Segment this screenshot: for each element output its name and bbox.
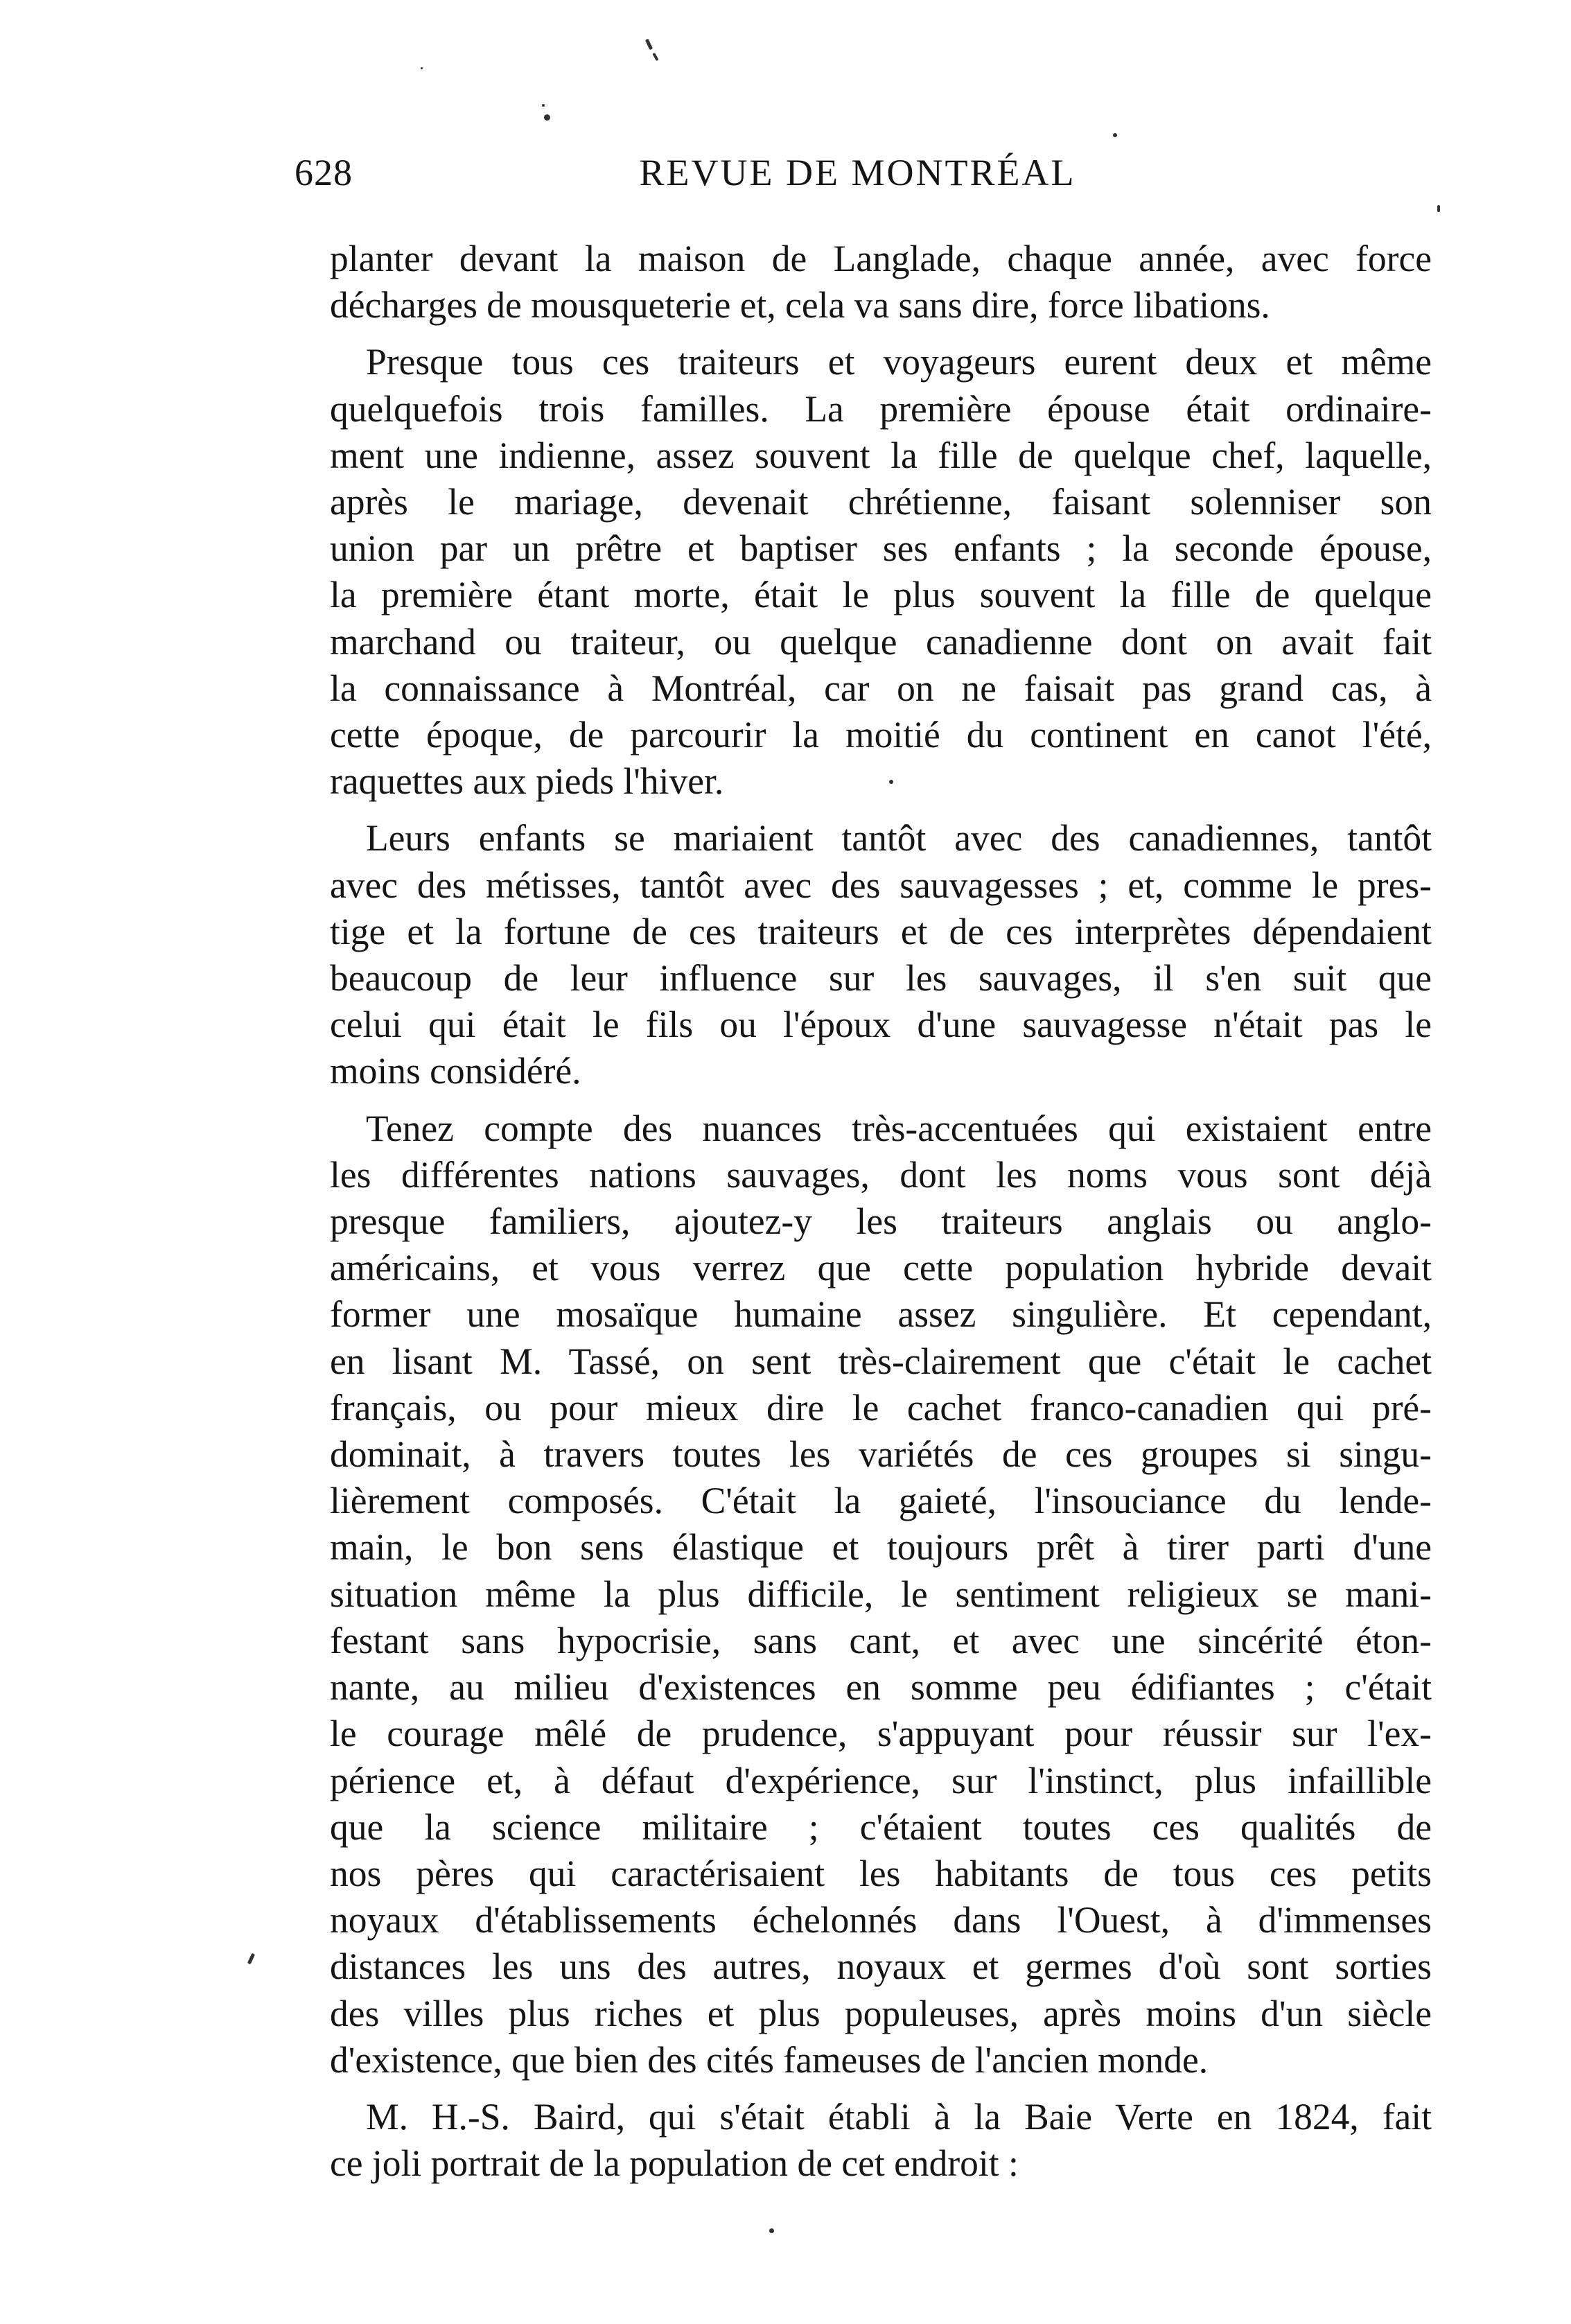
paragraph [330, 339, 1432, 805]
ink-speck [421, 67, 423, 69]
text-line: le courage mêlé de prudence, s'appuyant pour réussir sur l'ex- [330, 1713, 1432, 1755]
text-line: Presque tous ces traiteurs et voyageurs eurent deux et même [366, 341, 1432, 383]
text-line: festant sans hypocrisie, sans cant, et avec une sincérité éton- [330, 1619, 1432, 1661]
running-head [295, 151, 1421, 200]
text-line: celui qui était le fils ou l'époux d'une sauvagesse n'était pas le [330, 1004, 1432, 1046]
paragraph [330, 236, 1432, 329]
text-line: la connaissance à Montréal, car on ne faisait pas grand cas, à [330, 667, 1432, 709]
text-line: d'existence, que bien des cités fameuses de l'ancien monde. [330, 2038, 1209, 2081]
text-line: Leurs enfants se mariaient tantôt avec des canadiennes, tantôt [366, 817, 1432, 859]
text-line: Tenez compte des nuances très-accentuées qui existaient entre [366, 1107, 1432, 1149]
ink-speck [1113, 133, 1117, 137]
text-line: cette époque, de parcourir la moitié du continent en canot l'été, [330, 714, 1432, 756]
text-line: nante, au milieu d'existences en somme peu édifiantes ; c'était [330, 1666, 1432, 1709]
text-line: que la science militaire ; c'étaient toutes ces qualités de [330, 1806, 1432, 1848]
text-line: français, ou pour mieux dire le cachet franco-canadien qui pré- [330, 1386, 1432, 1429]
journal-title: REVUE DE MONTRÉAL [639, 152, 1076, 193]
text-line: quelquefois trois familles. La première épouse était ordinaire- [330, 387, 1432, 430]
text-line: lièrement composés. C'était la gaieté, l'insouciance du lende- [330, 1480, 1432, 1522]
text-line: marchand ou traiteur, ou quelque canadienne dont on avait fait [330, 620, 1432, 663]
text-line: décharges de mousqueterie et, cela va sans dire, force libations. [330, 284, 1270, 326]
ink-speck [542, 104, 545, 107]
text-line: situation même la plus difficile, le sentiment religieux se mani- [330, 1573, 1432, 1615]
text-line: noyaux d'établissements échelonnés dans l'Ouest, à d'immenses [330, 1899, 1432, 1941]
text-line: américains, et vous verrez que cette population hybride devait [330, 1247, 1432, 1289]
ink-speck [769, 2228, 774, 2233]
text-line: presque familiers, ajoutez-y les traiteurs anglais ou anglo- [330, 1200, 1432, 1243]
body-text [330, 236, 1432, 2197]
page-number: 628 [295, 152, 353, 193]
text-line: former une mosaïque humaine assez singulière. Et cependant, [330, 1293, 1432, 1336]
ink-speck [544, 114, 550, 121]
ink-speck [645, 39, 653, 51]
text-line: ment une indienne, assez souvent la fille de quelque chef, laquelle, [330, 434, 1432, 476]
text-line: en lisant M. Tassé, on sent très-clairement que c'était le cachet [330, 1340, 1432, 1382]
text-line: tige et la fortune de ces traiteurs et de ces interprètes dépendaient [330, 910, 1432, 952]
text-line: raquettes aux pieds l'hiver. [330, 760, 724, 803]
text-line: distances les uns des autres, noyaux et germes d'où sont sorties [330, 1946, 1432, 1988]
text-line: des villes plus riches et plus populeuses, après moins d'un siècle [330, 1992, 1432, 2034]
paragraph [330, 2094, 1432, 2187]
ink-speck [652, 53, 658, 61]
text-line: main, le bon sens élastique et toujours prêt à tirer parti d'une [330, 1526, 1432, 1569]
paragraph [330, 815, 1432, 1094]
ink-speck [247, 1953, 255, 1965]
text-line: la première étant morte, était le plus souvent la fille de quelque [330, 574, 1432, 616]
text-line: beaucoup de leur influence sur les sauvages, il s'en suit que [330, 957, 1432, 999]
text-line: les différentes nations sauvages, dont les noms vous sont déjà [330, 1153, 1432, 1196]
text-line: moins considéré. [330, 1050, 581, 1092]
text-line: M. H.-S. Baird, qui s'était établi à la Baie Verte en 1824, fait [366, 2095, 1432, 2138]
text-line: nos pères qui caractérisaient les habitants de tous ces petits [330, 1852, 1432, 1894]
text-line: dominait, à travers toutes les variétés de ces groupes si singu- [330, 1433, 1432, 1476]
paragraph [330, 1106, 1432, 2083]
text-line: ce joli portrait de la population de cet endroit : [330, 2142, 1019, 2185]
text-line: avec des métisses, tantôt avec des sauvagesses ; et, comme le pres- [330, 864, 1432, 906]
text-line: planter devant la maison de Langlade, chaque année, avec force [330, 238, 1432, 279]
text-line: union par un prêtre et baptiser ses enfants ; la seconde épouse, [330, 527, 1432, 570]
ink-speck [1437, 205, 1440, 212]
text-line: périence et, à défaut d'expérience, sur l'instinct, plus infaillible [330, 1759, 1432, 1801]
text-line: après le mariage, devenait chrétienne, faisant solenniser son [330, 481, 1432, 523]
